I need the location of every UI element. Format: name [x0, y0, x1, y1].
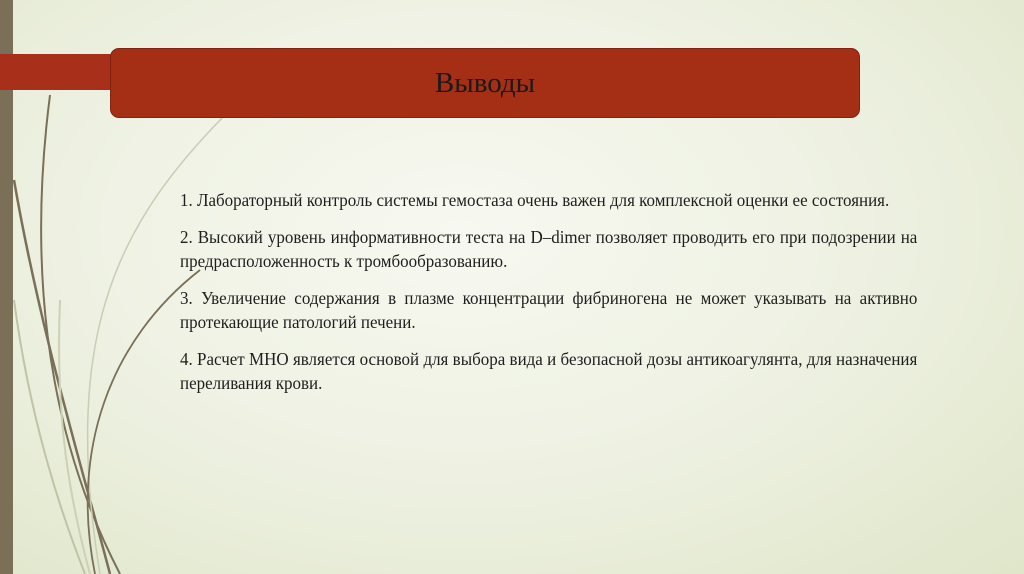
curve-2 — [14, 180, 110, 574]
conclusion-item: 1. Лабораторный контроль системы гемостаза очень важен для комплексной оценки ее состояния. — [180, 190, 890, 210]
conclusion-item: 3. Увеличение содержания в плазме концентрации фибриногена не может указывать на активно протекающие патологий печени. — [180, 288, 918, 332]
title-box — [110, 48, 860, 118]
conclusions-list — [180, 188, 918, 408]
curve-1 — [41, 95, 120, 574]
curve-5 — [14, 300, 85, 574]
title-accent-band — [0, 54, 120, 90]
conclusion-item: 4. Расчет МНО является основой для выбора вида и безопасной дозы антикоагулянта, для назначения переливания крови. — [180, 349, 918, 393]
curve-6 — [59, 300, 90, 574]
conclusion-item: 2. Высокий уровень информативности теста на D–dimer позволяет проводить его при подозрении на предрасположенность к тромбообразованию. — [180, 227, 918, 271]
slide-title: Выводы — [434, 66, 536, 99]
